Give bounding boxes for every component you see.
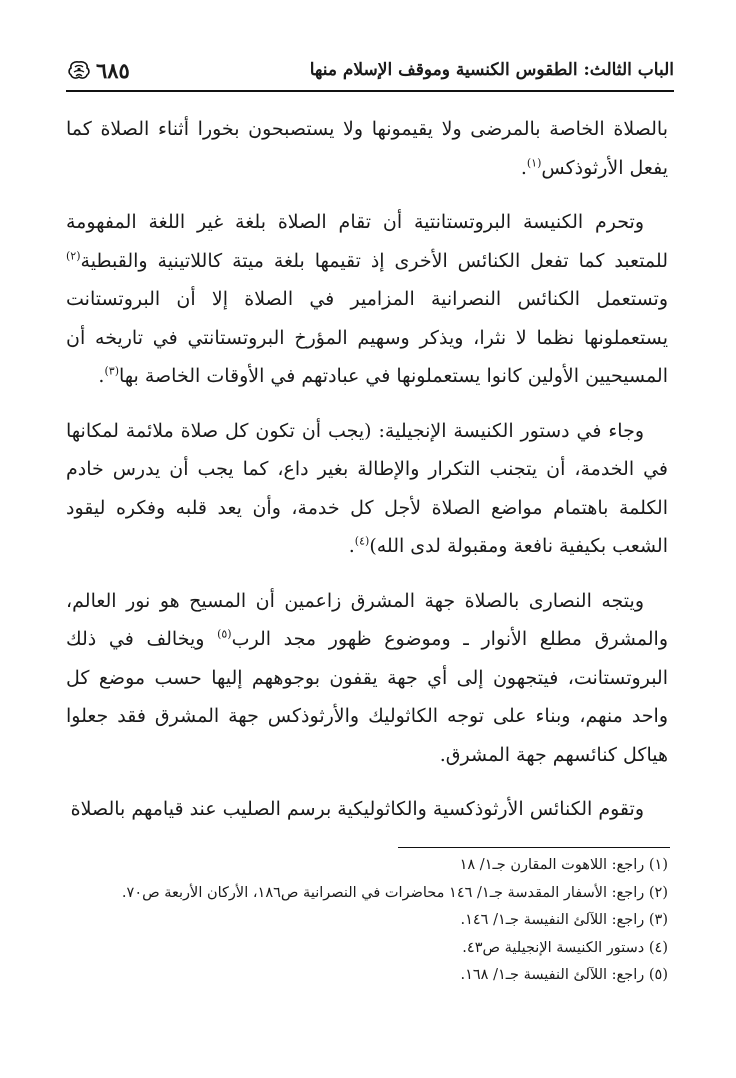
paragraph-1: بالصلاة الخاصة بالمرضى ولا يقيمونها ولا يستصبحون بخورا أثناء الصلاة كما يفعل الأرثوذكس$^{(١)}$. [66, 118, 668, 179]
footnote-rule [398, 847, 670, 848]
footnote-ref-3[interactable]: (٣) [104, 364, 119, 378]
footnote-ref-4[interactable]: (٤) [354, 534, 370, 548]
page-header [66, 50, 674, 90]
running-head: الباب الثالث: الطقوس الكنسية وموقف الإسلام منها [309, 60, 674, 80]
paragraph-4: ويتجه النصارى بالصلاة جهة المشرق زاعمين أن المسيح هو نور العالم، والمشرق مطلع الأنوار ـ وموضوع ظهور مجد الرب$^{(٥)}$ ويخالف في ذلك البروتستانت، فيتجهون إلى أي جهة يقفون بوجوههم إليها حسب موضع كل واحد منهم، وبناء على توجه الكاثوليك والأرثوذكس جهة المشرق فقد جعلوا هياكل كنائسهم جهة المشرق. [66, 589, 669, 766]
header-rule [66, 90, 674, 92]
footnote-ref-5[interactable]: (٥) [217, 627, 232, 641]
main-text [66, 110, 668, 829]
page-number: ٦٨٥ [96, 57, 130, 83]
floral-ornament-icon [66, 59, 92, 81]
footnote-ref-1[interactable]: (١) [526, 156, 542, 170]
footnote-ref-2[interactable]: (٢) [66, 249, 81, 263]
footnote-1: (١) راجع: اللاهوت المقارن جـ١/ ١٨ [459, 857, 668, 873]
footnote-2: (٢) راجع: الأسفار المقدسة جـ١/ ١٤٦ محاضرات في النصرانية ص١٨٦، الأركان الأربعة ص٧٠. [121, 884, 668, 901]
paragraph-3: وجاء في دستور الكنيسة الإنجيلية: (يجب أن تكون كل صلاة ملائمة لمكانها في الخدمة، أن يتجنب التكرار والإطالة بغير داع، كما يجب أن يدرس خادم الكلمة باهتمام مواضع الصلاة لأجل كل خدمة، وأن يعد قلبه وفكره ليقود الشعب بكيفية نافعة ومقبولة لدى الله)$^{(٤)}$. [66, 419, 668, 557]
footnote-3: (٣) راجع: اللآلئ النفيسة جـ١/ ١٤٦. [460, 912, 668, 928]
footnote-5: (٥) راجع: اللآلئ النفيسة جـ١/ ١٦٨. [460, 967, 668, 983]
footnotes [66, 852, 668, 990]
page-number-block [66, 58, 130, 83]
paragraph-5: وتقوم الكنائس الأرثوذكسية والكاثوليكية برسم الصليب عند قيامهم بالصلاة [70, 798, 644, 820]
paragraph-2: وتحرم الكنيسة البروتستانتية أن تقام الصلاة بلغة غير اللغة المفهومة للمتعبد كما تفعل الكنائس الأخرى إذ تقيمها بلغة ميتة كاللاتينية والقبطية$^{(٢)}$ وتستعمل الكنائس النصرانية المزامير في الصلاة إلا أن البروتستانت يستعملونها نظما لا نثرا، ويذكر وسهيم المؤرخ البروتستانتي في تاريخه أن المسيحيين الأولين كانوا يستعملونها في عبادتهم في الأوقات الخاصة بها$^{(٣)}$. [66, 211, 668, 387]
footnote-4: (٤) دستور الكنيسة الإنجيلية ص٤٣. [462, 939, 668, 956]
